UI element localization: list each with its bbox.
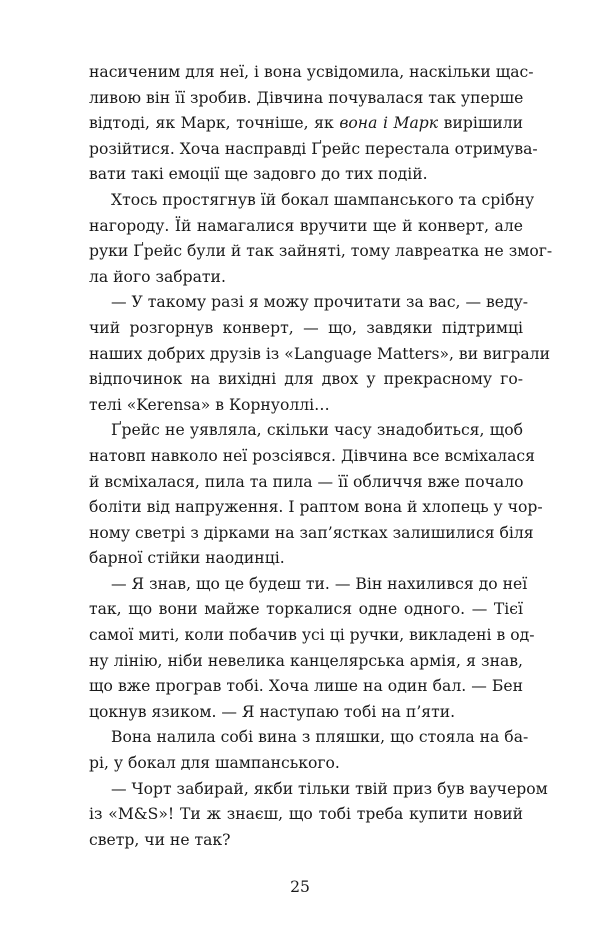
text-line: нагороду. Їй намагалися вручити ще й конверт, але	[89, 216, 523, 235]
text-line: відтоді, як Марк, точніше, як вона і Марк вирішили	[89, 114, 524, 133]
text-line: — У такому разі я можу прочитати за вас, — веду-	[111, 293, 529, 312]
paragraph	[89, 188, 553, 290]
text-line: ному светрі з дірками на зап’ястках залишилися біля	[89, 523, 534, 542]
paragraph	[89, 290, 550, 418]
text-line: розійтися. Хоча насправді Ґрейс перестала отримува-	[89, 139, 538, 158]
page-body	[89, 60, 553, 853]
paragraph	[89, 725, 529, 776]
text-line: із «M&S»! Ти ж знаєш, що тобі треба купити новий	[89, 805, 523, 824]
text-line: Вона налила собі вина з пляшки, що стояла на ба-	[111, 728, 529, 747]
text-line: телі «Kerensa» в Корнуоллі…	[89, 395, 330, 414]
page-number: 25	[290, 878, 310, 896]
text-line: насиченим для неї, і вона усвідомила, наскільки щас-	[89, 63, 534, 81]
text-line: наших добрих друзів із «Language Matters», ви виграли	[89, 344, 550, 363]
text-line: відпочинок на вихідні для двох у прекрасному го-	[89, 370, 523, 389]
text-line: боліти від напруження. І раптом вона й хлопець у чор-	[89, 498, 543, 517]
text-line: руки Ґрейс були й так зайняті, тому лавреатка не змог-	[89, 242, 553, 261]
text-line: барної стійки наодинці.	[89, 549, 285, 568]
text-line: светр, чи не так?	[89, 830, 231, 849]
text-line: й всміхалася, пила та пила — її обличчя вже почало	[89, 472, 524, 491]
paragraph	[89, 60, 538, 188]
text-line: натовп навколо неї розсіявся. Дівчина все всміхалася	[89, 446, 535, 465]
text-line: ла його забрати.	[89, 267, 226, 286]
text-line: ливою він її зробив. Дівчина почувалася так уперше	[89, 88, 524, 107]
text-line: Ґрейс не уявляла, скільки часу знадобиться, щоб	[111, 421, 523, 440]
paragraph	[89, 572, 535, 726]
text-line: рі, у бокал для шампанського.	[89, 754, 340, 773]
text-line: цокнув язиком. — Я наступаю тобі на п’яти.	[89, 702, 456, 721]
text-line: — Чорт забирай, якби тільки твій приз був ваучером	[111, 779, 548, 798]
text-line: Хтось простягнув їй бокал шампанського та срібну	[111, 190, 535, 209]
text-line: — Я знав, що це будеш ти. — Він нахилився до неї	[111, 574, 528, 593]
paragraph	[89, 418, 543, 572]
paragraph	[89, 777, 548, 854]
text-line: так, що вони майже торкалися одне одного. — Тієї	[89, 600, 523, 619]
text-line: вати такі емоції ще задовго до тих подій.	[89, 165, 428, 184]
text-line: що вже програв тобі. Хоча лише на один бал. — Бен	[89, 677, 523, 696]
text-line: ну лінію, ніби невелика канцелярська армія, я знав,	[89, 651, 523, 670]
text-line: чий розгорнув конверт, — що, завдяки підтримці	[89, 318, 523, 337]
text-line: самої миті, коли побачив усі ці ручки, викладені в од-	[89, 626, 535, 645]
